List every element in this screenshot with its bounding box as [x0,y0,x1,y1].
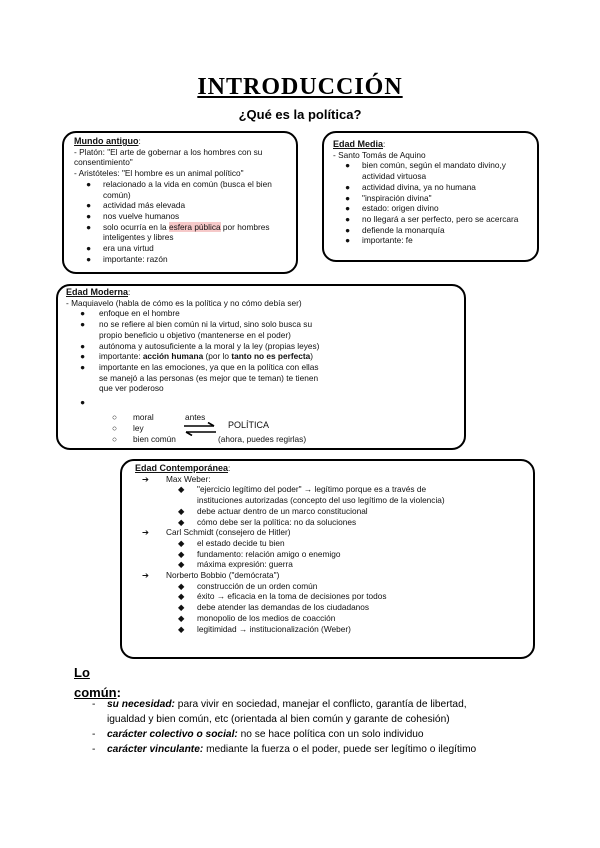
vinculante-label: carácter vinculante: [107,744,204,755]
list-item: construcción de un orden común [197,580,318,591]
schmidt-label: Carl Schmidt (consejero de Hitler) [166,527,291,538]
list-item: legitimidad → institucionalización (Weber) [197,623,351,634]
list-item: era una virtud [103,243,154,254]
list-item: no llegará a ser perfecto, pero se acercara [362,213,519,224]
list-item: el estado decide tu bien [197,537,285,548]
bullet-icon: ● [345,181,351,192]
bullet-icon: ● [80,308,86,319]
bullet-icon: ● [345,224,351,235]
bullet-icon: ● [345,213,351,224]
list-item: - carácter colectivo o social: no se hace política con un solo individuo [92,729,424,740]
list-item: fundamento: relación amigo o enemigo [197,548,341,559]
page-subtitle: ¿Qué es la política? [238,107,362,122]
edad-moderna-heading: Edad Moderna [66,287,129,297]
maquiavelo-line: - Maquiavelo (habla de cómo es la política y no cómo debía ser) [66,297,302,308]
list-item: monopolio de los medios de coacción [197,612,336,623]
list-item: propio beneficio u objetivo (mantenerse en el poder) [99,329,291,340]
arrow-bullet-icon: ➔ [142,527,149,538]
list-item: inteligentes y libres [103,232,174,243]
mundo-antiguo-content: Mundo antiguo: - Platón: "El arte de gobernar a los hombres con su consentimiento" - Aristóteles: "El hombre es un animal político" ● relacionado a la vida en común (busca el bien común) ● actividad más elevada ● nos vuelve humanos ● solo ocurría en la esfera pública por hombres inteligentes y libres ● era una virtud ● importante: razón [74,136,296,264]
diamond-bullet-icon: ◆ [178,612,185,623]
antes-label: antes [185,412,206,422]
diamond-bullet-icon: ◆ [178,623,185,634]
bullet-icon: ● [80,397,86,408]
diamond-bullet-icon: ◆ [178,602,185,613]
politica-label: POLÍTICA [228,420,270,430]
list-item: defiende la monarquía [362,224,445,235]
bullet-icon: ● [86,243,92,254]
list-item: común) [103,189,131,200]
list-item: nos vuelve humanos [103,210,180,221]
ley-label: ley [133,423,144,433]
list-item: - carácter vinculante: mediante la fuerza o el poder, puede ser legítimo o ilegítimo [92,744,477,755]
bullet-icon: ● [80,361,86,372]
bobbio-label: Norberto Bobbio ("demócrata") [166,570,280,581]
diamond-bullet-icon: ◆ [178,537,185,548]
diamond-bullet-icon: ◆ [178,591,185,602]
moral-label: moral [133,412,154,422]
bullet-icon: ● [86,200,92,211]
list-item: bien común, según el mandato divino,y [362,160,506,171]
list-item: importante: fe [362,235,413,246]
list-item: enfoque en el hombre [99,308,180,319]
bullet-icon: ● [86,253,92,264]
weber-label: Max Weber: [166,473,211,484]
list-item: importante: razón [103,253,168,264]
diamond-bullet-icon: ◆ [178,548,185,559]
bullet-icon: ● [80,351,86,362]
list-item: no se refiere al bien común ni la virtud, sino solo busca su [99,319,313,330]
edad-media-content: Edad Media: - Santo Tomás de Aquino ● bien común, según el mandato divino,y actividad virtuosa ● actividad divina, ya no humana ● "inspiración divina" ● estado: origen divino ● no llegará a ser perfecto, pero se acercara ● defiende la monarquía ● importante: fe [333,139,537,246]
bullet-icon: ● [345,160,351,171]
list-item: debe actuar dentro de un marco constitucional [197,505,368,516]
ahora-label: (ahora, puedes regirlas) [218,434,307,444]
diamond-bullet-icon: ◆ [178,516,185,527]
aristoteles-line: - Aristóteles: "El hombre es un animal político" [74,168,244,179]
mundo-antiguo-heading: Mundo antiguo [74,136,139,146]
list-item: debe atender las demandas de los ciudadanos [197,602,370,613]
edad-contemporanea-content: Edad Contemporánea: ➔ Max Weber: ◆ "ejercicio legítimo del poder" → legítimo porque es a través de instituciones autorizadas (concepto del uso legítimo de la violencia) ◆ debe actuar dentro de un marco constitucional ◆ cómo debe ser la política: no da soluciones ➔ Carl Schmidt (consejero de Hitler) ◆ el estado decide tu bien ◆ fundamento: relación amigo o enemigo ◆ máxima expresión: guerra ➔ Norberto Bobbio ("demócrata") ◆ construcción de un orden común ◆ éxito → eficacia en la toma de decisiones por todos ◆ debe atender las demandas de los ciudadanos ◆ monopolio de los medios de coacción ◆ legitimidad → institucionalización (Weber) [135,463,445,634]
list-item: - su necesidad: para vivir en sociedad, manejar el conflicto, garantía de libertad, igualdad y bien común, etc (orientada al bien común y garante de cohesión) [92,699,467,725]
page-title: INTRODUCCIÓN [197,74,403,100]
diamond-bullet-icon: ◆ [178,559,185,570]
bullet-icon: ● [345,192,351,203]
edad-media-heading: Edad Media [333,139,384,149]
bullet-icon: ● [345,235,351,246]
bullet-icon: ● [86,178,92,189]
moderna-sub-list [112,412,372,445]
list-item: "inspiración divina" [362,192,432,203]
edad-moderna-content: Edad Moderna: - Maquiavelo (habla de cómo es la política y no cómo debía ser) ● enfoque en el hombre ● no se refiere al bien común ni la virtud, sino solo busca su propio beneficio u objetivo (mantenerse en el poder) ● autónoma y autosuficiente a la moral y la ley (propias leyes) ● importante: acción humana (por lo tanto no es perfecta) ● importante en las emociones, ya que en la política con ellas se manejó a las personas (es mejor que te teman) te tienen que ver poderoso ● [66,287,462,410]
list-item: autónoma y autosuficiente a la moral y la ley (propias leyes) [99,340,320,351]
bullet-icon: ● [345,203,351,214]
list-item: relacionado a la vida en común (busca el bien [103,178,272,189]
list-item: cómo debe ser la política: no da soluciones [197,516,357,527]
circle-bullet-icon: ○ [112,423,118,433]
equilibrium-arrows-icon [183,422,217,436]
edad-contemporanea-heading: Edad Contemporánea [135,463,229,473]
lo-comun-heading: Lo común: [74,665,121,700]
list-item: actividad virtuosa [362,171,427,182]
list-item: actividad divina, ya no humana [362,181,476,192]
highlighted-text: esfera pública [168,221,221,232]
platon-line-2: consentimiento" [74,157,133,168]
list-item: éxito → eficacia en la toma de decisiones por todos [197,591,387,602]
bien-comun-label: bien común [133,434,176,444]
necesidad-label: su necesidad: [107,699,175,710]
circle-bullet-icon: ○ [112,434,118,444]
bullet-icon: ● [80,319,86,330]
arrow-bullet-icon: ➔ [142,570,149,581]
bullet-icon: ● [86,221,92,232]
lo-comun-list [92,697,532,757]
arrow-bullet-icon: ➔ [142,473,149,484]
list-item: que ver poderoso [99,383,164,394]
list-item: máxima expresión: guerra [197,559,293,570]
list-item: instituciones autorizadas (concepto del uso legítimo de la violencia) [197,495,445,506]
diamond-bullet-icon: ◆ [178,580,185,591]
list-item: "ejercicio legítimo del poder" → legítimo porque es a través de [197,484,427,495]
list-item: actividad más elevada [103,200,186,211]
circle-bullet-icon: ○ [112,412,118,422]
tomas-line: - Santo Tomás de Aquino [333,149,426,160]
bullet-icon: ● [80,340,86,351]
list-item: estado: origen divino [362,203,439,214]
platon-line: - Platón: "El arte de gobernar a los hombres con su [74,146,263,157]
colectivo-label: carácter colectivo o social: [107,729,238,740]
diamond-bullet-icon: ◆ [178,484,185,495]
list-item: se manejó a las personas (es mejor que te teman) te tienen [99,372,319,383]
list-item: importante en las emociones, ya que en la política con ellas [99,361,319,372]
bullet-icon: ● [86,210,92,221]
diamond-bullet-icon: ◆ [178,505,185,516]
